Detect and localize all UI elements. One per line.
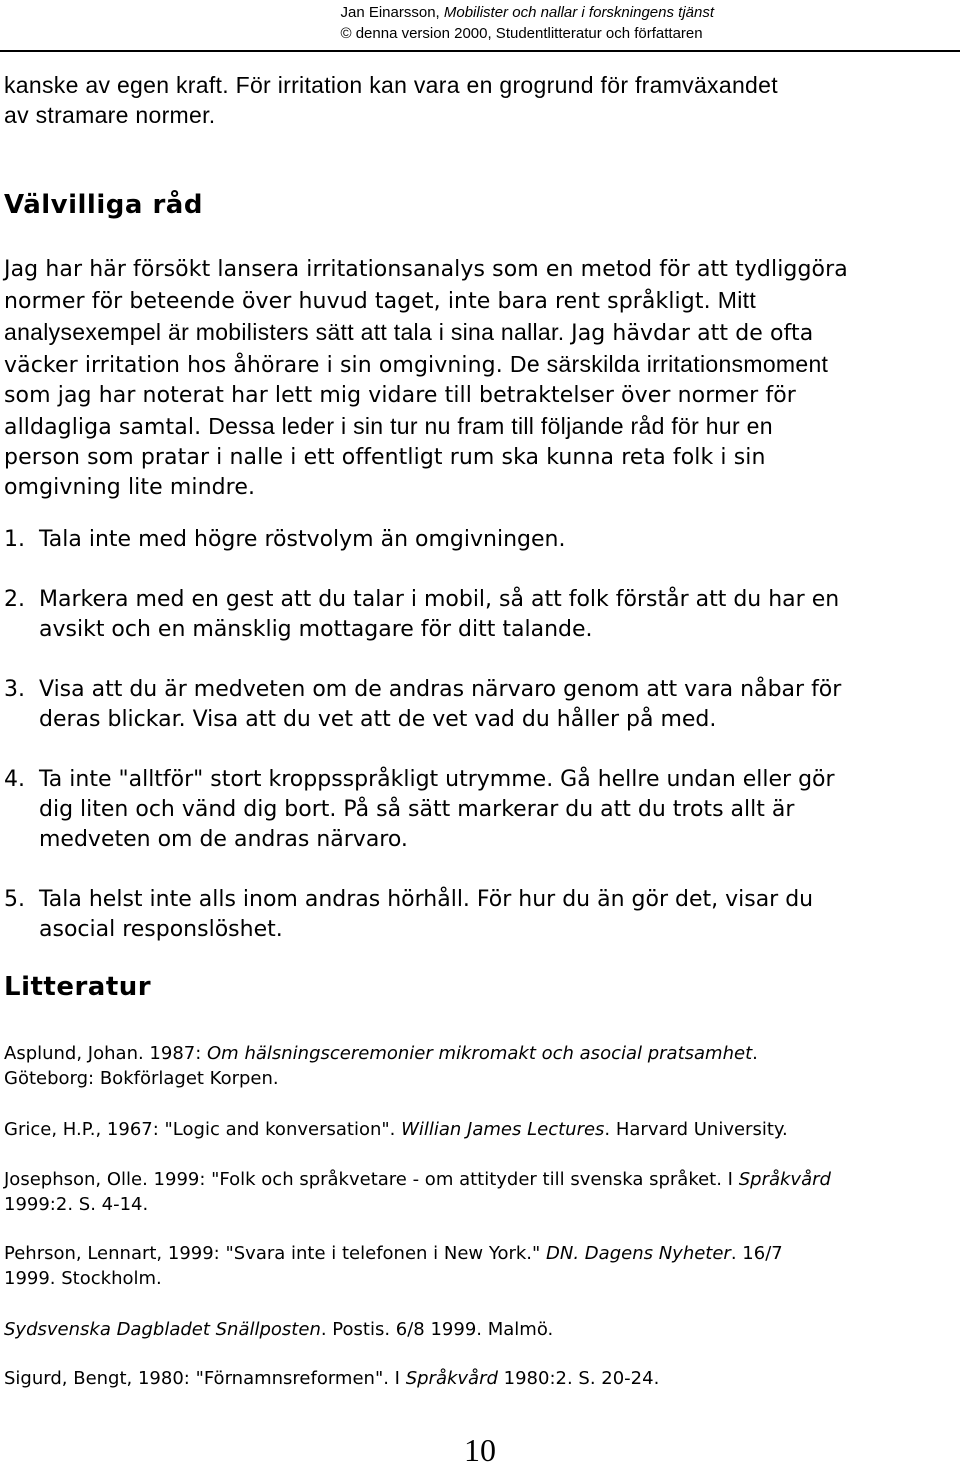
reference-entry: [4, 1317, 944, 1342]
paragraph-fragment: Jag hävdar att de ofta: [571, 321, 814, 346]
reference-title: DN. Dagens Nyheter: [546, 1243, 731, 1264]
list-item-text: [39, 885, 954, 945]
header-book-title: Mobilister och nallar i forskningens tjänst: [443, 4, 714, 21]
list-number: 3.: [4, 677, 25, 702]
paragraph-line: som jag har noterat har lett mig vidare till betraktelser över normer för: [4, 383, 796, 408]
list-line: deras blickar. Visa att du vet att de vet vad du håller på med.: [39, 707, 717, 732]
page-header: [340, 2, 714, 44]
list-number: 1.: [4, 527, 25, 552]
page-number: 10: [464, 1432, 496, 1468]
reference-text: Josephson, Olle. 1999: "Folk och språkvetare - om attityder till svenska språket. I: [4, 1169, 739, 1190]
paragraph-line: [4, 317, 956, 349]
list-line: Visa att du är medveten om de andras närvaro genom att vara nåbar för: [39, 677, 842, 702]
reference-line: 1999:2. S. 4-14.: [4, 1194, 149, 1215]
literature-heading: Litteratur: [4, 972, 152, 1002]
list-line: medveten om de andras närvaro.: [39, 827, 408, 852]
header-line-1: [340, 2, 714, 23]
reference-entry: [4, 1117, 944, 1142]
reference-text: . 16/7: [730, 1243, 783, 1264]
header-rule: [0, 50, 960, 52]
header-line-2: © denna version 2000, Studentlitteratur och författaren: [340, 25, 703, 42]
reference-line: [4, 1241, 944, 1266]
list-item-text: [39, 675, 954, 735]
paragraph-fragment: alldagliga samtal.: [4, 415, 209, 440]
paragraph-fragment: normer för beteende över huvud taget, inte bara rent språkligt.: [4, 289, 718, 314]
reference-text: . Postis. 6/8 1999. Malmö.: [320, 1319, 554, 1340]
paragraph-line: person som pratar i nalle i ett offentligt rum ska kunna reta folk i sin: [4, 445, 766, 470]
list-line: Ta inte "alltför" stort kroppsspråkligt utrymme. Gå hellre undan eller gör: [39, 767, 835, 792]
reference-title: Willian James Lectures: [401, 1119, 605, 1140]
reference-text: Grice, H.P., 1967: "Logic and konversation".: [4, 1119, 402, 1140]
paragraph-fragment: Mitt: [717, 287, 757, 313]
reference-line: [4, 1041, 944, 1066]
list-line: Tala helst inte alls inom andras hörhåll. För hur du än gör det, visar du: [39, 887, 814, 912]
list-line: asocial responslöshet.: [39, 917, 283, 942]
section-heading: Välvilliga råd: [4, 190, 203, 220]
list-item-text: [39, 525, 954, 555]
reference-title: Språkvård: [738, 1169, 831, 1190]
list-item-text: [39, 585, 954, 645]
reference-entry: [4, 1041, 944, 1091]
reference-entry: [4, 1241, 944, 1291]
intro-paragraph: [4, 70, 956, 130]
reference-text: . Harvard University.: [604, 1119, 788, 1140]
reference-line: 1999. Stockholm.: [4, 1268, 162, 1289]
list-line: Tala inte med högre röstvolym än omgivningen.: [39, 527, 566, 552]
paragraph-fragment: Dessa leder i sin tur nu fram till följande råd för hur en: [208, 413, 773, 439]
reference-text: Sigurd, Bengt, 1980: "Förnamnsreformen". I: [4, 1368, 406, 1389]
list-number: 4.: [4, 767, 25, 792]
paragraph-line: [4, 285, 956, 317]
paragraph-line: [4, 349, 956, 381]
list-number: 5.: [4, 887, 25, 912]
list-item-text: [39, 765, 954, 855]
reference-title: Språkvård: [405, 1368, 498, 1389]
list-number: 2.: [4, 587, 25, 612]
paragraph-line: Jag har här försökt lansera irritationsanalys som en metod för att tydliggöra: [4, 257, 848, 282]
reference-line: [4, 1117, 944, 1142]
reference-line: [4, 1167, 944, 1192]
list-line: dig liten och vänd dig bort. På så sätt markerar du att du trots allt är: [39, 797, 795, 822]
intro-line: av stramare normer.: [4, 102, 216, 128]
reference-title: Om hälsningsceremonier mikromakt och asocial pratsamhet: [207, 1043, 753, 1064]
reference-line: [4, 1317, 944, 1342]
paragraph-fragment: analysexempel är mobilisters sätt att tala i sina nallar.: [4, 319, 572, 345]
reference-text: Pehrson, Lennart, 1999: "Svara inte i telefonen i New York.": [4, 1243, 547, 1264]
header-author: Jan Einarsson,: [340, 4, 444, 21]
paragraph-fragment: väcker irritation hos åhörare i sin omgivning.: [4, 353, 510, 378]
list-line: avsikt och en mänsklig mottagare för ditt talande.: [39, 617, 593, 642]
reference-text: .: [752, 1043, 758, 1064]
reference-line: Göteborg: Bokförlaget Korpen.: [4, 1068, 279, 1089]
reference-entry: [4, 1167, 944, 1217]
intro-line: kanske av egen kraft. För irritation kan vara en grogrund för framväxandet: [4, 72, 778, 98]
reference-text: 1980:2. S. 20-24.: [497, 1368, 660, 1389]
reference-entry: [4, 1366, 944, 1391]
paragraph-line: omgivning lite mindre.: [4, 475, 256, 500]
paragraph-fragment: De särskilda irritationsmoment: [509, 351, 829, 377]
paragraph-line: [4, 411, 956, 443]
reference-line: [4, 1366, 944, 1391]
section-paragraph: [4, 255, 956, 503]
reference-text: Asplund, Johan. 1987:: [4, 1043, 208, 1064]
reference-title: Sydsvenska Dagbladet Snällposten: [4, 1319, 321, 1340]
list-line: Markera med en gest att du talar i mobil, så att folk förstår att du har en: [39, 587, 840, 612]
